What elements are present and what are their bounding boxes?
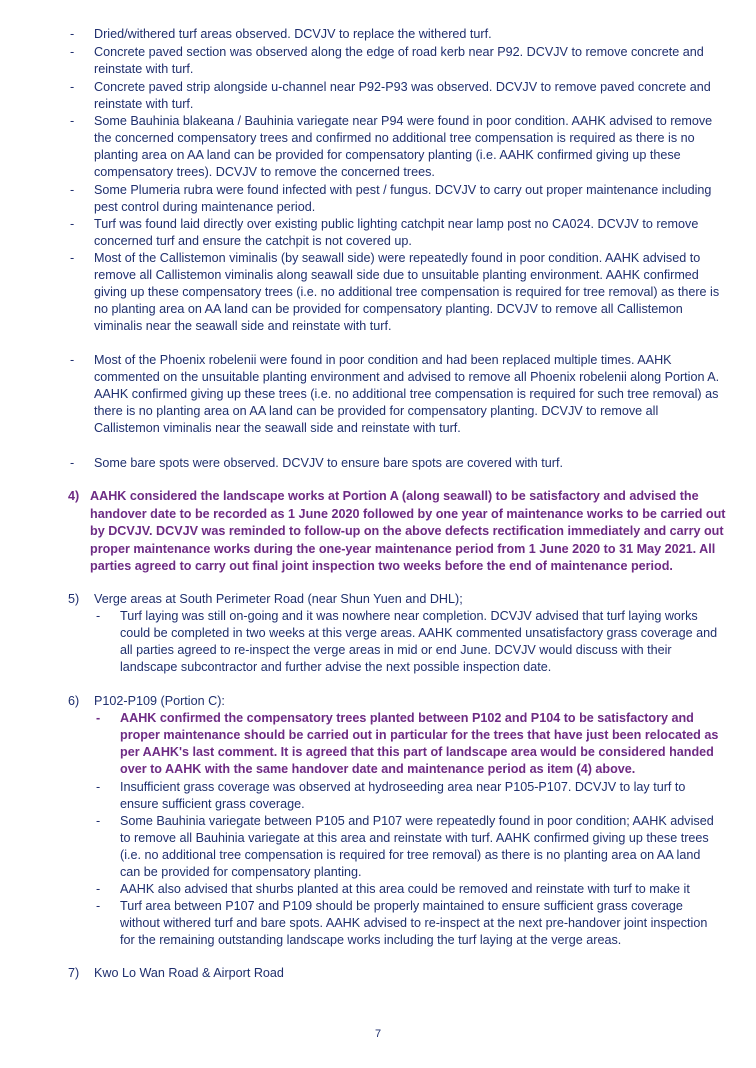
list-item xyxy=(96,813,720,881)
item-number: 5) xyxy=(68,592,80,606)
list-item-text: Concrete paved strip alongside u-channel near P92-P93 was observed. DCVJV to remove paved concrete and reinstate with turf. xyxy=(94,80,711,112)
bullet-dash: - xyxy=(96,711,101,725)
list-item-text: Most of the Callistemon viminalis (by seawall side) were repeatedly found in poor condition. AAHK advised to remove all Callistemon viminalis along seawall side due to unsuitable planting environment. AAHK confirmed giving up these compensatory trees (i.e. no additional tree compensation is required for tree removal) as there is no planting area on AA land can be provided for compensatory planting. DCVJV to remove all Callistemon viminalis near the seawall side and reinstate with turf. xyxy=(94,251,720,334)
list-item xyxy=(96,779,720,813)
list-item-text: Some Plumeria rubra were found infected with pest / fungus. DCVJV to carry out proper maintenance including pest control during maintenance period. xyxy=(94,183,712,215)
list-item-text: Most of the Phoenix robelenii were found in poor condition and had been replaced multiple times. AAHK commented on the unsuitable planting environment and advised to remove all Phoenix robelenii along Portion A. AAHK confirmed giving up these trees (i.e. no additional tree compensation is required for such tree removal) as there is no planting area on AA land can be provided for compensatory planting. DCVJV to remove all Callistemon viminalis near the seawall side and reinstate with turf. xyxy=(94,353,720,436)
list-item xyxy=(70,26,724,43)
list-item-text: Turf was found laid directly over existing public lighting catchpit near lamp post no CA024. DCVJV to remove concerned turf and ensure the catchpit is not covered up. xyxy=(94,217,699,249)
bullet-dash: - xyxy=(70,251,75,265)
bullet-dash: - xyxy=(96,609,101,623)
item-4-paragraph xyxy=(68,488,738,576)
bullet-dash: - xyxy=(96,780,101,794)
list-item-text: AAHK confirmed the compensatory trees planted between P102 and P104 to be satisfactory and proper maintenance should be carried out in particular for the trees that have just been relocated as per AAHK's last comment. It is agreed that this part of landscape area would be considered handed over to AAHK with the same handover date and maintenance period as item (4) above. xyxy=(120,711,719,777)
list-item-text: Turf laying was still on-going and it was nowhere near completion. DCVJV advised that turf laying works could be completed in two weeks at this verge areas. AAHK commented unsatisfactory grass coverage and all parties agreed to re-inspect the verge areas in mid or end June. DCVJV would discuss with their landscape subcontractor and further advise the next possible inspection date. xyxy=(120,609,718,675)
bullet-dash: - xyxy=(70,45,75,59)
item-6-title: P102-P109 (Portion C): xyxy=(94,694,225,708)
bullet-dash: - xyxy=(70,353,75,367)
bullet-dash: - xyxy=(70,183,75,197)
list-item xyxy=(96,881,720,898)
list-item xyxy=(70,455,724,472)
list-item-text: Concrete paved section was observed along the edge of road kerb near P92. DCVJV to remove concrete and reinstate with turf. xyxy=(94,45,704,77)
list-item-emphasis xyxy=(96,710,720,778)
item-7-heading xyxy=(68,965,284,982)
list-item xyxy=(70,113,724,181)
list-item-text: AAHK also advised that shurbs planted at this area could be removed and reinstate with turf to make it xyxy=(120,882,690,896)
list-item xyxy=(96,608,720,676)
bullet-dash: - xyxy=(70,217,75,231)
bullet-dash: - xyxy=(70,456,75,470)
list-item-text: Insufficient grass coverage was observed at hydroseeding area near P105-P107. DCVJV to lay turf to ensure sufficient grass coverage. xyxy=(120,780,686,812)
list-item-text: Some Bauhinia blakeana / Bauhinia variegate near P94 were found in poor condition. AAHK advised to remove the concerned compensatory trees and confirmed no additional tree compensation is required as there is no planting area on AA land can be provided for compensatory planting (i.e. AAHK confirmed giving up these compensatory trees). DCVJV to remove the concerned trees. xyxy=(94,114,713,180)
list-item xyxy=(70,352,724,437)
item-4-text: AAHK considered the landscape works at Portion A (along seawall) to be satisfactory and advised the handover date to be recorded as 1 June 2020 followed by one year of maintenance works to be carried out by DCVJV. DCVJV was reminded to follow-up on the above defects rectification immediately and carry out proper maintenance works during the one-year maintenance period from 1 June 2020 to 31 May 2021. All parties agreed to carry out final joint inspection two weeks before the end of maintenance period. xyxy=(90,489,726,574)
list-item-text: Some Bauhinia variegate between P105 and P107 were repeatedly found in poor condition; AAHK advised to remove all Bauhinia variegate at this area and reinstate with turf. AAHK confirmed giving up these trees (i.e. no additional tree compensation is required for tree removal) as there is no planting area on AA land can be provided for compensatory planting. xyxy=(120,814,714,880)
bullet-dash: - xyxy=(96,899,101,913)
list-item-text: Some bare spots were observed. DCVJV to ensure bare spots are covered with turf. xyxy=(94,456,563,470)
list-item xyxy=(96,898,720,949)
list-item-text: Dried/withered turf areas observed. DCVJV to replace the withered turf. xyxy=(94,27,492,41)
list-item xyxy=(70,79,724,113)
list-item xyxy=(70,182,724,216)
bullet-dash: - xyxy=(96,882,101,896)
list-item-text: Turf area between P107 and P109 should be properly maintained to ensure sufficient grass coverage without withered turf and bare spots. AAHK advised to re-inspect at the next pre-handover joint inspection for the remaining outstanding landscape works including the turf laying at the verge areas. xyxy=(120,899,708,948)
list-item xyxy=(70,250,724,335)
bullet-dash: - xyxy=(96,814,101,828)
item-number: 7) xyxy=(68,966,80,980)
item-5-title: Verge areas at South Perimeter Road (near Shun Yuen and DHL); xyxy=(94,592,463,606)
page-number: 7 xyxy=(374,1028,382,1040)
item-number: 4) xyxy=(68,489,80,503)
item-6-heading xyxy=(68,693,225,710)
list-item xyxy=(70,44,724,78)
bullet-dash: - xyxy=(70,27,75,41)
item-5-heading xyxy=(68,591,463,608)
item-number: 6) xyxy=(68,694,80,708)
bullet-dash: - xyxy=(70,114,75,128)
item-7-title: Kwo Lo Wan Road & Airport Road xyxy=(94,966,284,980)
bullet-dash: - xyxy=(70,80,75,94)
list-item xyxy=(70,216,724,250)
